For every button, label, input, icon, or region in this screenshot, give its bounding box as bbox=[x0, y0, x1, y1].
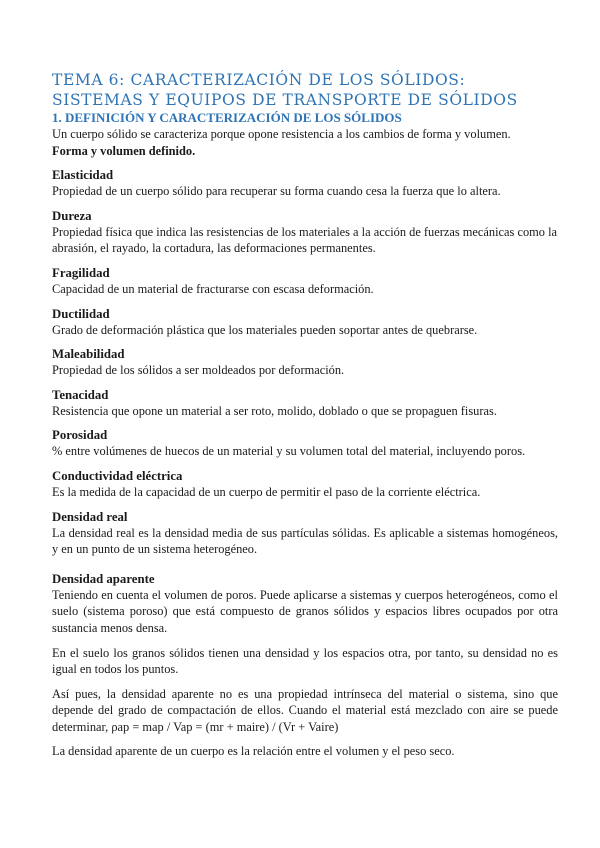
densidad-aparente-paragraph-1: Teniendo en cuenta el volumen de poros. Puede aplicarse a sistemas y cuerpos heterogéneos, como el suelo (sistema poroso) que está compuesto de granos sólidos y espacios libres ocupados por otra sustancia menos densa. bbox=[52, 587, 558, 635]
term-dureza-text: Propiedad física que indica las resistencias de los materiales a la acción de fuerzas mecánicas como la abrasión, el rayado, la cortadura, las deformaciones permanentes. bbox=[52, 224, 558, 256]
term-tenacidad-text: Resistencia que opone un material a ser roto, molido, doblado o que se propaguen fisuras. bbox=[52, 403, 497, 418]
term-porosidad-title: Porosidad bbox=[52, 428, 108, 443]
densidad-aparente-paragraph-3: Así pues, la densidad aparente no es una propiedad intrínseca del material o sistema, sino que depende del grado de compactación de ellos. Cuando el material está mezclado con aire se puede determinar, ρap = map / Vap = (mr + maire) / (Vr + Vaire) bbox=[52, 686, 558, 734]
document-page bbox=[52, 70, 558, 760]
term-dureza-title: Dureza bbox=[52, 208, 92, 223]
term-elasticidad-text: Propiedad de un cuerpo sólido para recuperar su forma cuando cesa la fuerza que lo altera. bbox=[52, 184, 501, 199]
term-ductilidad-title: Ductilidad bbox=[52, 306, 110, 321]
page-title-line1: TEMA 6: CARACTERIZACIÓN DE LOS SÓLIDOS: bbox=[52, 71, 466, 89]
term-fragilidad-title: Fragilidad bbox=[52, 265, 110, 280]
term-maleabilidad-text: Propiedad de los sólidos a ser moldeados por deformación. bbox=[52, 363, 345, 378]
term-elasticidad-title: Elasticidad bbox=[52, 168, 114, 183]
term-densidad-real-text: La densidad real es la densidad media de sus partículas sólidas. Es aplicable a sistemas homogéneos, y en un punto de un sistema heterogéneo. bbox=[52, 525, 558, 557]
intro-text: Un cuerpo sólido se caracteriza porque opone resistencia a los cambios de forma y volumen. bbox=[52, 127, 511, 141]
densidad-aparente-paragraph-4: La densidad aparente de un cuerpo es la relación entre el volumen y el peso seco. bbox=[52, 744, 455, 759]
term-fragilidad-text: Capacidad de un material de fracturarse con escasa deformación. bbox=[52, 281, 374, 296]
term-conductividad-text: Es la medida de la capacidad de un cuerpo de permitir el paso de la corriente eléctrica. bbox=[52, 484, 481, 499]
term-ductilidad-text: Grado de deformación plástica que los materiales pueden soportar antes de quebrarse. bbox=[52, 322, 478, 337]
section-heading: 1. DEFINICIÓN Y CARACTERIZACIÓN DE LOS SÓLIDOS bbox=[52, 110, 402, 125]
densidad-aparente-paragraph-2: En el suelo los granos sólidos tienen una densidad y los espacios otra, por tanto, su densidad no es igual en todos los puntos. bbox=[52, 645, 558, 677]
term-conductividad-title: Conductividad eléctrica bbox=[52, 468, 183, 483]
term-densidad-aparente-title: Densidad aparente bbox=[52, 571, 155, 586]
term-densidad-real-title: Densidad real bbox=[52, 509, 128, 524]
term-porosidad-text: % entre volúmenes de huecos de un material y su volumen total del material, incluyendo poros. bbox=[52, 444, 526, 459]
page-title-line2: SISTEMAS Y EQUIPOS DE TRANSPORTE DE SÓLIDOS bbox=[52, 91, 518, 109]
term-maleabilidad-title: Maleabilidad bbox=[52, 347, 125, 362]
intro-bold-text: Forma y volumen definido. bbox=[52, 143, 196, 158]
term-tenacidad-title: Tenacidad bbox=[52, 387, 109, 402]
